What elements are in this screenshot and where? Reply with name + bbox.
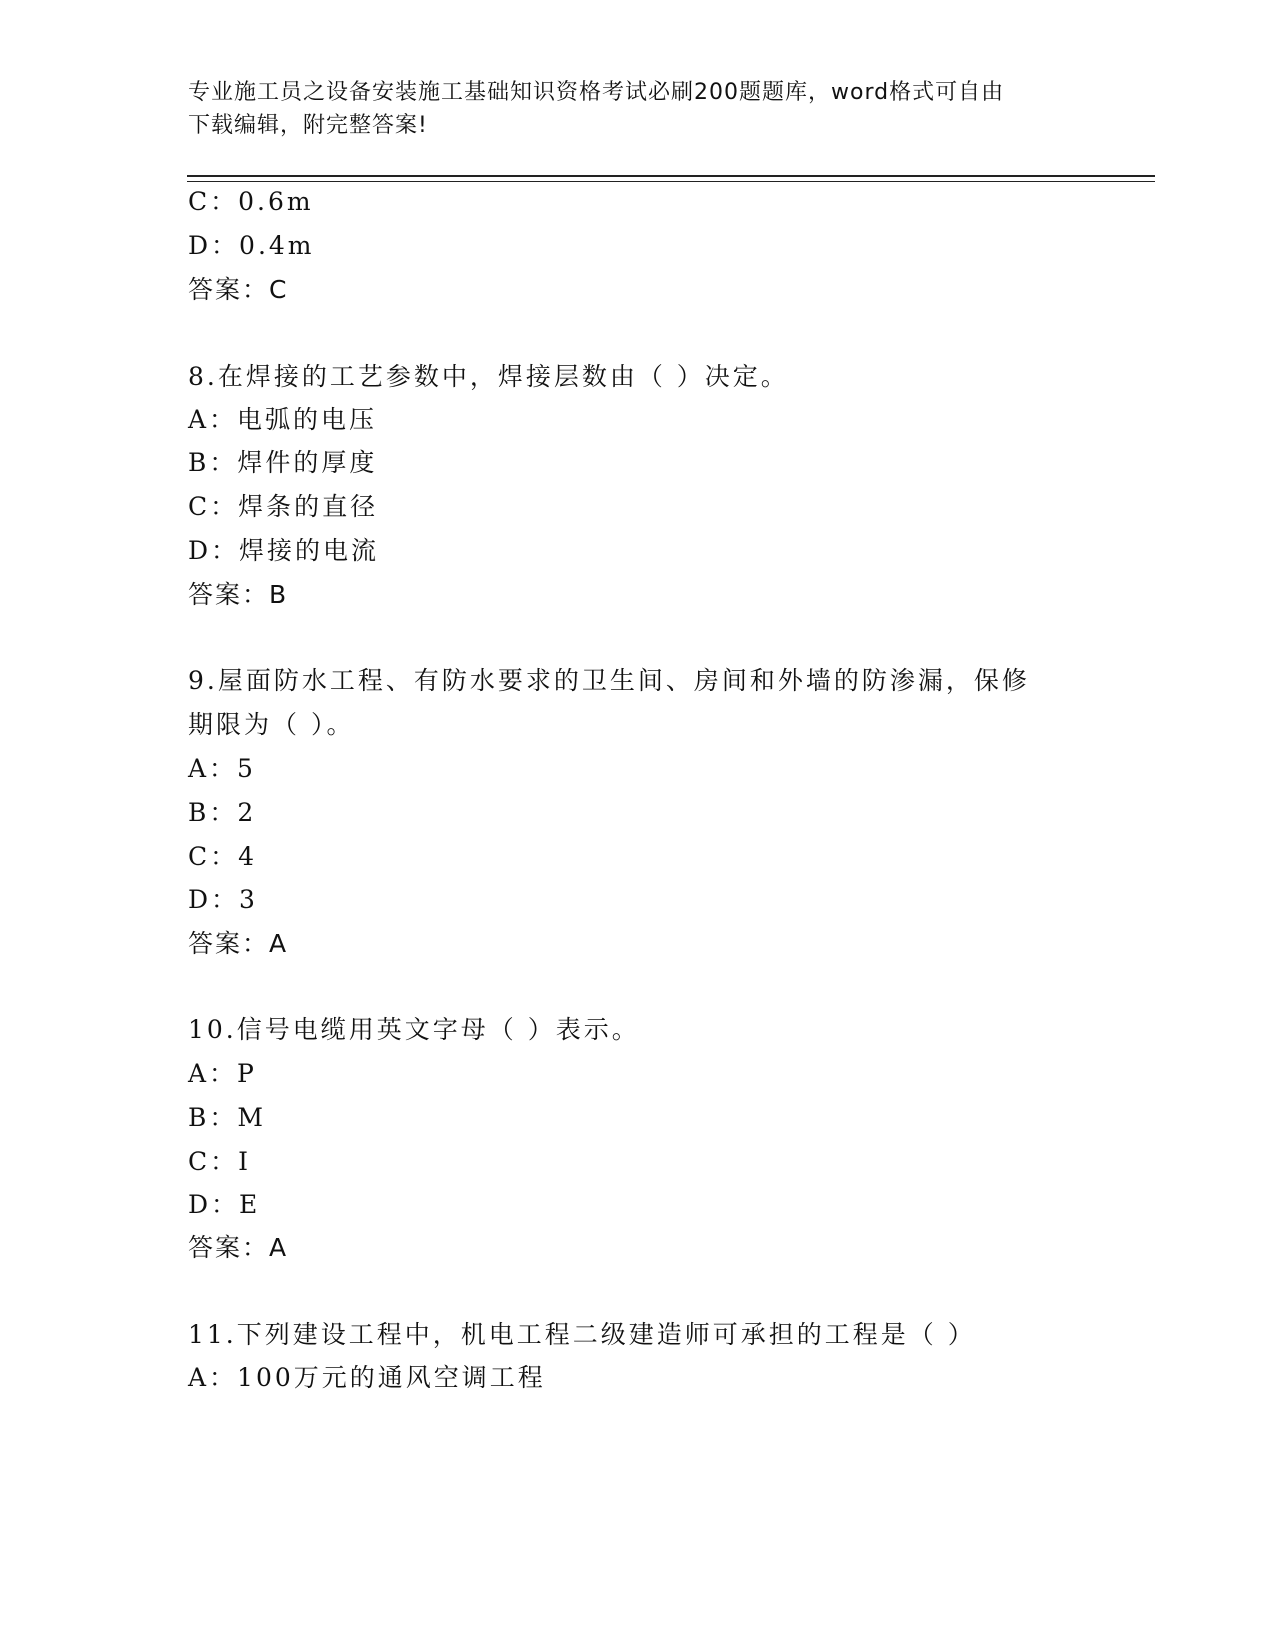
question-9-option-a: A：5 <box>188 754 256 783</box>
question-9-option-b: B：2 <box>188 798 257 827</box>
answer-value: A <box>269 1233 289 1262</box>
question-9-stem-line-2: 期限为（ ）。 <box>188 710 355 739</box>
question-8-option-b: B：焊件的厚度 <box>188 448 378 477</box>
question-9-stem-line-1: 9.屋面防水工程、有防水要求的卫生间、房间和外墙的防渗漏，保修 <box>188 666 1030 695</box>
question-8-option-a: A：电弧的电压 <box>188 405 378 434</box>
answer-label: 答案： <box>188 580 270 609</box>
answer-value: B <box>269 580 289 609</box>
header-title-line-2: 下载编辑，附完整答案! <box>188 113 428 138</box>
question-10-option-c: C：I <box>188 1147 252 1176</box>
answer-value: A <box>269 929 289 958</box>
prev-option-d: D：0.4m <box>188 231 315 260</box>
answer-label: 答案： <box>188 275 270 304</box>
prev-answer <box>188 275 288 305</box>
answer-label: 答案： <box>188 929 270 958</box>
question-8-stem: 8.在焊接的工艺参数中，焊接层数由（ ）决定。 <box>188 362 789 391</box>
question-10-stem: 10.信号电缆用英文字母（ ）表示。 <box>188 1015 640 1044</box>
prev-option-c: C：0.6m <box>188 187 314 216</box>
question-9-answer <box>188 929 288 959</box>
question-11-stem: 11.下列建设工程中，机电工程二级建造师可承担的工程是（ ） <box>188 1320 976 1349</box>
question-10-answer <box>188 1233 288 1263</box>
answer-label: 答案： <box>188 1233 270 1262</box>
question-8-answer <box>188 580 288 610</box>
answer-value: C <box>269 275 289 304</box>
question-9-option-c: C：4 <box>188 842 258 871</box>
document-header <box>188 76 1068 142</box>
question-8-option-c: C：焊条的直径 <box>188 492 379 521</box>
question-9-option-d: D：3 <box>188 885 258 914</box>
question-10-option-a: A：P <box>188 1059 257 1088</box>
question-10-option-b: B：M <box>188 1103 266 1132</box>
question-10-option-d: D：E <box>188 1190 261 1219</box>
header-divider-thin <box>187 181 1155 182</box>
header-divider-thick <box>187 175 1155 177</box>
question-11-option-a: A：100万元的通风空调工程 <box>188 1363 546 1392</box>
question-8-option-d: D：焊接的电流 <box>188 536 380 565</box>
header-title-line-1: 专业施工员之设备安装施工基础知识资格考试必刷200题题库，word格式可自由 <box>188 80 1005 105</box>
